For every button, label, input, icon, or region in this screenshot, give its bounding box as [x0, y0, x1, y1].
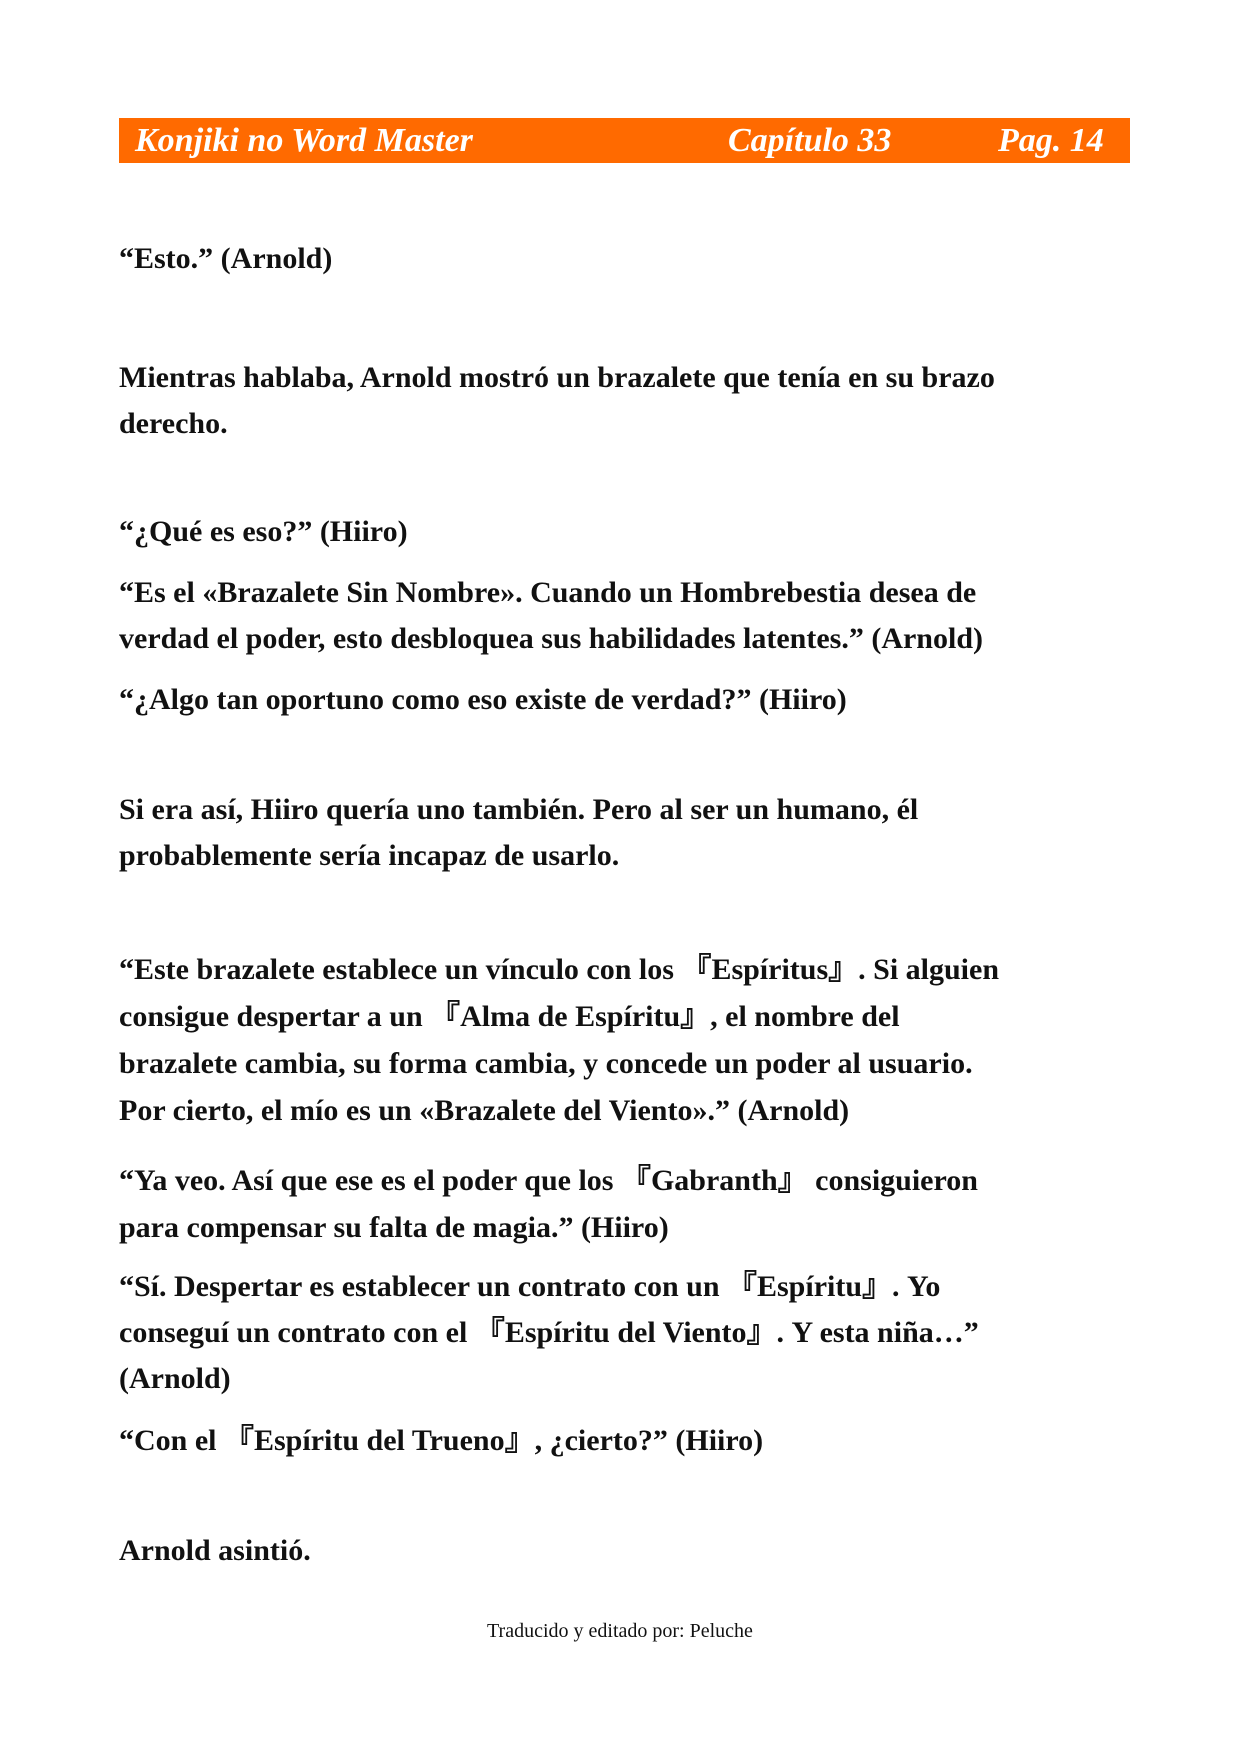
paragraph	[119, 1418, 1130, 1464]
paragraph	[119, 236, 1130, 282]
chapter-label: Capítulo 33	[728, 122, 892, 159]
page-number: Pag. 14	[998, 122, 1104, 159]
text-line: derecho.	[119, 407, 228, 440]
text-line: brazalete cambia, su forma cambia, y concede un poder al usuario.	[119, 1047, 973, 1080]
text-line: Arnold asintió.	[119, 1534, 311, 1567]
paragraph	[119, 570, 1130, 662]
paragraph	[119, 1264, 1130, 1402]
text-line: probablemente sería incapaz de usarlo.	[119, 839, 620, 872]
paragraph	[119, 946, 1130, 1134]
text-line: “¿Algo tan oportuno como eso existe de verdad?” (Hiiro)	[119, 683, 847, 716]
paragraph	[119, 1157, 1130, 1251]
series-title: Konjiki no Word Master	[135, 122, 473, 159]
text-line: “Esto.” (Arnold)	[119, 242, 333, 275]
text-line: consigue despertar a un 『Alma de Espíritu』, el nombre del	[119, 1000, 900, 1033]
text-line: “¿Qué es eso?” (Hiiro)	[119, 515, 408, 548]
translator-credit: Traducido y editado por: Peluche	[487, 1620, 753, 1642]
text-line: “Sí. Despertar es establecer un contrato con un 『Espíritu』. Yo	[119, 1270, 941, 1303]
text-line: Mientras hablaba, Arnold mostró un brazalete que tenía en su brazo	[119, 361, 995, 394]
text-line: Si era así, Hiiro quería uno también. Pero al ser un humano, él	[119, 793, 919, 826]
paragraph	[119, 677, 1130, 723]
text-line: conseguí un contrato con el 『Espíritu del Viento』. Y esta niña…”	[119, 1316, 979, 1349]
paragraph	[119, 355, 1130, 447]
paragraph	[119, 1528, 1130, 1574]
text-line: “Con el 『Espíritu del Trueno』, ¿cierto?” (Hiiro)	[119, 1424, 764, 1457]
paragraph	[119, 509, 1130, 555]
text-line: para compensar su falta de magia.” (Hiiro)	[119, 1211, 669, 1244]
text-line: “Ya veo. Así que ese es el poder que los 『Gabranth』 consiguieron	[119, 1164, 978, 1197]
paragraph	[119, 787, 1130, 879]
text-line: verdad el poder, esto desbloquea sus habilidades latentes.” (Arnold)	[119, 622, 983, 655]
text-line: “Es el «Brazalete Sin Nombre». Cuando un Hombrebestia desea de	[119, 576, 977, 609]
text-line: Por cierto, el mío es un «Brazalete del Viento».” (Arnold)	[119, 1094, 850, 1127]
text-line: (Arnold)	[119, 1362, 231, 1395]
header-bar	[119, 118, 1130, 163]
text-line: “Este brazalete establece un vínculo con los 『Espíritus』. Si alguien	[119, 953, 1000, 986]
